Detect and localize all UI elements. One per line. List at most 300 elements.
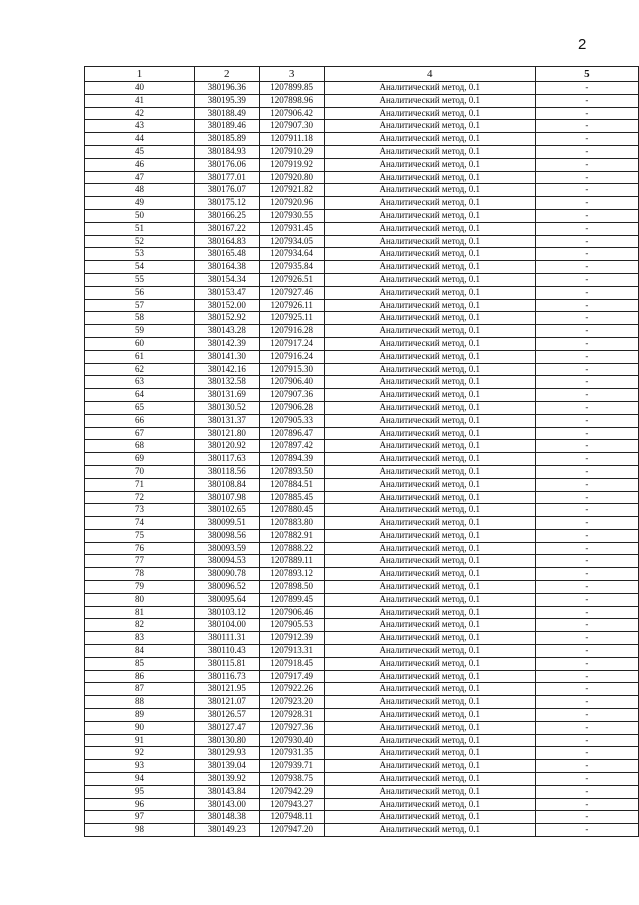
cell-description: - [535,401,638,414]
cell-y-coordinate: 1207934.05 [259,235,324,248]
cell-x-coordinate: 380132.58 [194,376,259,389]
cell-point-number: 83 [85,632,195,645]
cell-y-coordinate: 1207897.42 [259,440,324,453]
cell-x-coordinate: 380096.52 [194,581,259,594]
cell-y-coordinate: 1207947.20 [259,824,324,837]
cell-y-coordinate: 1207916.24 [259,350,324,363]
cell-description: - [535,363,638,376]
table-row [85,82,639,95]
cell-description: - [535,299,638,312]
cell-point-number: 41 [85,94,195,107]
table-row [85,747,639,760]
cell-method: Аналитический метод, 0.1 [324,645,535,658]
page-number: 2 [578,36,587,53]
table-row [85,606,639,619]
table-row [85,542,639,555]
cell-description: - [535,248,638,261]
cell-x-coordinate: 380104.00 [194,619,259,632]
cell-description: - [535,427,638,440]
cell-y-coordinate: 1207898.96 [259,94,324,107]
cell-x-coordinate: 380090.78 [194,568,259,581]
cell-x-coordinate: 380166.25 [194,209,259,222]
cell-y-coordinate: 1207889.11 [259,555,324,568]
cell-y-coordinate: 1207883.80 [259,517,324,530]
cell-point-number: 91 [85,734,195,747]
cell-y-coordinate: 1207930.40 [259,734,324,747]
cell-method: Аналитический метод, 0.1 [324,798,535,811]
cell-x-coordinate: 380093.59 [194,542,259,555]
cell-point-number: 51 [85,222,195,235]
cell-x-coordinate: 380167.22 [194,222,259,235]
cell-method: Аналитический метод, 0.1 [324,158,535,171]
cell-x-coordinate: 380143.00 [194,798,259,811]
cell-x-coordinate: 380126.57 [194,709,259,722]
table-row [85,785,639,798]
table-row [85,568,639,581]
cell-point-number: 80 [85,593,195,606]
cell-y-coordinate: 1207926.51 [259,273,324,286]
table-row [85,593,639,606]
cell-method: Аналитический метод, 0.1 [324,133,535,146]
cell-point-number: 95 [85,785,195,798]
cell-point-number: 82 [85,619,195,632]
cell-x-coordinate: 380127.47 [194,721,259,734]
cell-x-coordinate: 380102.65 [194,504,259,517]
cell-method: Аналитический метод, 0.1 [324,453,535,466]
cell-description: - [535,696,638,709]
cell-description: - [535,82,638,95]
cell-y-coordinate: 1207930.55 [259,209,324,222]
cell-y-coordinate: 1207935.84 [259,261,324,274]
table-row [85,581,639,594]
cell-description: - [535,389,638,402]
cell-method: Аналитический метод, 0.1 [324,811,535,824]
cell-x-coordinate: 380116.73 [194,670,259,683]
cell-point-number: 61 [85,350,195,363]
table-row [85,491,639,504]
coordinates-table [84,66,639,837]
table-row [85,261,639,274]
cell-point-number: 60 [85,337,195,350]
table-row [85,299,639,312]
cell-point-number: 54 [85,261,195,274]
cell-description: - [535,568,638,581]
table-row [85,811,639,824]
cell-x-coordinate: 380121.80 [194,427,259,440]
cell-method: Аналитический метод, 0.1 [324,209,535,222]
cell-point-number: 93 [85,760,195,773]
cell-point-number: 50 [85,209,195,222]
table-row [85,504,639,517]
cell-x-coordinate: 380195.39 [194,94,259,107]
cell-method: Аналитический метод, 0.1 [324,414,535,427]
cell-y-coordinate: 1207893.12 [259,568,324,581]
cell-y-coordinate: 1207898.50 [259,581,324,594]
cell-point-number: 69 [85,453,195,466]
cell-x-coordinate: 380141.30 [194,350,259,363]
table-row [85,632,639,645]
cell-method: Аналитический метод, 0.1 [324,94,535,107]
cell-method: Аналитический метод, 0.1 [324,299,535,312]
cell-x-coordinate: 380130.80 [194,734,259,747]
cell-method: Аналитический метод, 0.1 [324,171,535,184]
cell-point-number: 53 [85,248,195,261]
cell-method: Аналитический метод, 0.1 [324,491,535,504]
cell-method: Аналитический метод, 0.1 [324,683,535,696]
cell-point-number: 59 [85,325,195,338]
cell-description: - [535,209,638,222]
cell-point-number: 67 [85,427,195,440]
cell-method: Аналитический метод, 0.1 [324,465,535,478]
cell-y-coordinate: 1207942.29 [259,785,324,798]
table-row [85,734,639,747]
cell-method: Аналитический метод, 0.1 [324,350,535,363]
cell-point-number: 52 [85,235,195,248]
cell-point-number: 85 [85,657,195,670]
cell-point-number: 76 [85,542,195,555]
cell-description: - [535,734,638,747]
cell-description: - [535,414,638,427]
table-row [85,824,639,837]
cell-method: Аналитический метод, 0.1 [324,581,535,594]
table-row [85,158,639,171]
cell-y-coordinate: 1207916.28 [259,325,324,338]
cell-point-number: 70 [85,465,195,478]
table-row [85,273,639,286]
cell-description: - [535,235,638,248]
cell-y-coordinate: 1207943.27 [259,798,324,811]
cell-x-coordinate: 380153.47 [194,286,259,299]
cell-point-number: 58 [85,312,195,325]
cell-point-number: 88 [85,696,195,709]
cell-x-coordinate: 380188.49 [194,107,259,120]
cell-description: - [535,606,638,619]
cell-point-number: 98 [85,824,195,837]
cell-description: - [535,773,638,786]
table-row [85,414,639,427]
cell-point-number: 47 [85,171,195,184]
cell-point-number: 71 [85,478,195,491]
cell-point-number: 84 [85,645,195,658]
cell-y-coordinate: 1207921.82 [259,184,324,197]
cell-method: Аналитический метод, 0.1 [324,184,535,197]
cell-y-coordinate: 1207938.75 [259,773,324,786]
cell-description: - [535,811,638,824]
cell-y-coordinate: 1207880.45 [259,504,324,517]
cell-point-number: 45 [85,145,195,158]
cell-method: Аналитический метод, 0.1 [324,248,535,261]
table-row [85,529,639,542]
cell-method: Аналитический метод, 0.1 [324,606,535,619]
table-header [85,67,639,82]
cell-x-coordinate: 380177.01 [194,171,259,184]
table-row [85,107,639,120]
table-row [85,760,639,773]
cell-method: Аналитический метод, 0.1 [324,721,535,734]
cell-point-number: 66 [85,414,195,427]
cell-point-number: 55 [85,273,195,286]
table-row [85,645,639,658]
cell-point-number: 94 [85,773,195,786]
cell-description: - [535,478,638,491]
cell-x-coordinate: 380154.34 [194,273,259,286]
cell-method: Аналитический метод, 0.1 [324,337,535,350]
cell-y-coordinate: 1207925.11 [259,312,324,325]
cell-y-coordinate: 1207911.18 [259,133,324,146]
cell-description: - [535,593,638,606]
cell-description: - [535,504,638,517]
cell-x-coordinate: 380152.92 [194,312,259,325]
cell-method: Аналитический метод, 0.1 [324,517,535,530]
header-row [85,67,639,82]
cell-description: - [535,670,638,683]
cell-y-coordinate: 1207920.96 [259,197,324,210]
cell-point-number: 75 [85,529,195,542]
cell-method: Аналитический метод, 0.1 [324,785,535,798]
cell-point-number: 74 [85,517,195,530]
cell-y-coordinate: 1207927.36 [259,721,324,734]
cell-description: - [535,120,638,133]
cell-method: Аналитический метод, 0.1 [324,568,535,581]
cell-y-coordinate: 1207915.30 [259,363,324,376]
cell-x-coordinate: 380148.38 [194,811,259,824]
cell-method: Аналитический метод, 0.1 [324,657,535,670]
cell-description: - [535,337,638,350]
cell-method: Аналитический метод, 0.1 [324,824,535,837]
cell-point-number: 49 [85,197,195,210]
table-row [85,312,639,325]
cell-y-coordinate: 1207884.51 [259,478,324,491]
cell-point-number: 87 [85,683,195,696]
cell-description: - [535,222,638,235]
cell-description: - [535,683,638,696]
cell-y-coordinate: 1207917.49 [259,670,324,683]
table-row [85,376,639,389]
cell-method: Аналитический метод, 0.1 [324,107,535,120]
cell-y-coordinate: 1207906.42 [259,107,324,120]
table-row [85,197,639,210]
cell-x-coordinate: 380108.84 [194,478,259,491]
cell-point-number: 42 [85,107,195,120]
cell-x-coordinate: 380111.31 [194,632,259,645]
cell-x-coordinate: 380176.07 [194,184,259,197]
cell-x-coordinate: 380189.46 [194,120,259,133]
table-row [85,619,639,632]
cell-method: Аналитический метод, 0.1 [324,389,535,402]
cell-point-number: 62 [85,363,195,376]
cell-method: Аналитический метод, 0.1 [324,734,535,747]
cell-point-number: 73 [85,504,195,517]
cell-method: Аналитический метод, 0.1 [324,555,535,568]
table-row [85,478,639,491]
cell-x-coordinate: 380094.53 [194,555,259,568]
cell-description: - [535,171,638,184]
cell-description: - [535,491,638,504]
cell-x-coordinate: 380103.12 [194,606,259,619]
cell-method: Аналитический метод, 0.1 [324,273,535,286]
cell-method: Аналитический метод, 0.1 [324,145,535,158]
cell-description: - [535,709,638,722]
cell-point-number: 43 [85,120,195,133]
cell-y-coordinate: 1207948.11 [259,811,324,824]
cell-description: - [535,453,638,466]
cell-description: - [535,721,638,734]
header-y-coordinate: 3 [259,67,324,82]
cell-y-coordinate: 1207894.39 [259,453,324,466]
table-row [85,657,639,670]
cell-x-coordinate: 380175.12 [194,197,259,210]
cell-y-coordinate: 1207896.47 [259,427,324,440]
cell-x-coordinate: 380098.56 [194,529,259,542]
cell-point-number: 44 [85,133,195,146]
table-row [85,235,639,248]
cell-method: Аналитический метод, 0.1 [324,619,535,632]
cell-x-coordinate: 380131.69 [194,389,259,402]
cell-point-number: 68 [85,440,195,453]
cell-point-number: 64 [85,389,195,402]
table-row [85,209,639,222]
cell-y-coordinate: 1207882.91 [259,529,324,542]
cell-y-coordinate: 1207899.85 [259,82,324,95]
cell-description: - [535,286,638,299]
cell-method: Аналитический метод, 0.1 [324,197,535,210]
cell-description: - [535,581,638,594]
cell-point-number: 81 [85,606,195,619]
cell-x-coordinate: 380164.83 [194,235,259,248]
cell-point-number: 96 [85,798,195,811]
cell-description: - [535,465,638,478]
cell-description: - [535,184,638,197]
cell-x-coordinate: 380121.95 [194,683,259,696]
cell-method: Аналитический метод, 0.1 [324,478,535,491]
cell-description: - [535,517,638,530]
cell-point-number: 56 [85,286,195,299]
cell-y-coordinate: 1207920.80 [259,171,324,184]
cell-point-number: 57 [85,299,195,312]
table-row [85,145,639,158]
header-description: 5 [535,67,638,82]
cell-description: - [535,273,638,286]
cell-x-coordinate: 380107.98 [194,491,259,504]
table-row [85,773,639,786]
table-row [85,389,639,402]
cell-y-coordinate: 1207917.24 [259,337,324,350]
table-row [85,427,639,440]
table-row [85,286,639,299]
cell-y-coordinate: 1207927.46 [259,286,324,299]
cell-method: Аналитический метод, 0.1 [324,363,535,376]
table-row [85,133,639,146]
cell-method: Аналитический метод, 0.1 [324,401,535,414]
cell-y-coordinate: 1207905.53 [259,619,324,632]
cell-point-number: 77 [85,555,195,568]
cell-method: Аналитический метод, 0.1 [324,593,535,606]
cell-method: Аналитический метод, 0.1 [324,82,535,95]
cell-description: - [535,325,638,338]
table-row [85,709,639,722]
table-row [85,248,639,261]
cell-x-coordinate: 380143.28 [194,325,259,338]
cell-description: - [535,798,638,811]
cell-point-number: 40 [85,82,195,95]
cell-y-coordinate: 1207906.46 [259,606,324,619]
cell-x-coordinate: 380095.64 [194,593,259,606]
cell-method: Аналитический метод, 0.1 [324,670,535,683]
table-row [85,670,639,683]
cell-description: - [535,261,638,274]
cell-method: Аналитический метод, 0.1 [324,376,535,389]
cell-x-coordinate: 380196.36 [194,82,259,95]
cell-method: Аналитический метод, 0.1 [324,542,535,555]
cell-description: - [535,197,638,210]
cell-y-coordinate: 1207893.50 [259,465,324,478]
cell-description: - [535,158,638,171]
cell-description: - [535,529,638,542]
table-row [85,683,639,696]
cell-y-coordinate: 1207913.31 [259,645,324,658]
cell-y-coordinate: 1207885.45 [259,491,324,504]
cell-description: - [535,747,638,760]
cell-point-number: 78 [85,568,195,581]
table-row [85,721,639,734]
cell-y-coordinate: 1207907.30 [259,120,324,133]
cell-method: Аналитический метод, 0.1 [324,120,535,133]
cell-y-coordinate: 1207910.29 [259,145,324,158]
table-row [85,222,639,235]
table-row [85,350,639,363]
cell-x-coordinate: 380139.92 [194,773,259,786]
cell-y-coordinate: 1207922.26 [259,683,324,696]
cell-x-coordinate: 380184.93 [194,145,259,158]
table-row [85,555,639,568]
cell-description: - [535,657,638,670]
cell-method: Аналитический метод, 0.1 [324,325,535,338]
cell-x-coordinate: 380176.06 [194,158,259,171]
table-row [85,120,639,133]
cell-method: Аналитический метод, 0.1 [324,427,535,440]
cell-x-coordinate: 380185.89 [194,133,259,146]
cell-y-coordinate: 1207934.64 [259,248,324,261]
cell-description: - [535,107,638,120]
table-row [85,184,639,197]
cell-x-coordinate: 380165.48 [194,248,259,261]
cell-x-coordinate: 380110.43 [194,645,259,658]
cell-method: Аналитический метод, 0.1 [324,312,535,325]
cell-x-coordinate: 380120.92 [194,440,259,453]
cell-point-number: 63 [85,376,195,389]
cell-method: Аналитический метод, 0.1 [324,529,535,542]
cell-y-coordinate: 1207906.28 [259,401,324,414]
cell-method: Аналитический метод, 0.1 [324,632,535,645]
cell-point-number: 90 [85,721,195,734]
cell-y-coordinate: 1207928.31 [259,709,324,722]
cell-point-number: 72 [85,491,195,504]
cell-method: Аналитический метод, 0.1 [324,773,535,786]
cell-description: - [535,312,638,325]
cell-x-coordinate: 380121.07 [194,696,259,709]
cell-description: - [535,619,638,632]
cell-x-coordinate: 380131.37 [194,414,259,427]
cell-method: Аналитический метод, 0.1 [324,222,535,235]
cell-x-coordinate: 380164.38 [194,261,259,274]
table-row [85,401,639,414]
cell-method: Аналитический метод, 0.1 [324,286,535,299]
table-row [85,94,639,107]
table-body [85,82,639,837]
cell-description: - [535,785,638,798]
cell-method: Аналитический метод, 0.1 [324,696,535,709]
header-method: 4 [324,67,535,82]
